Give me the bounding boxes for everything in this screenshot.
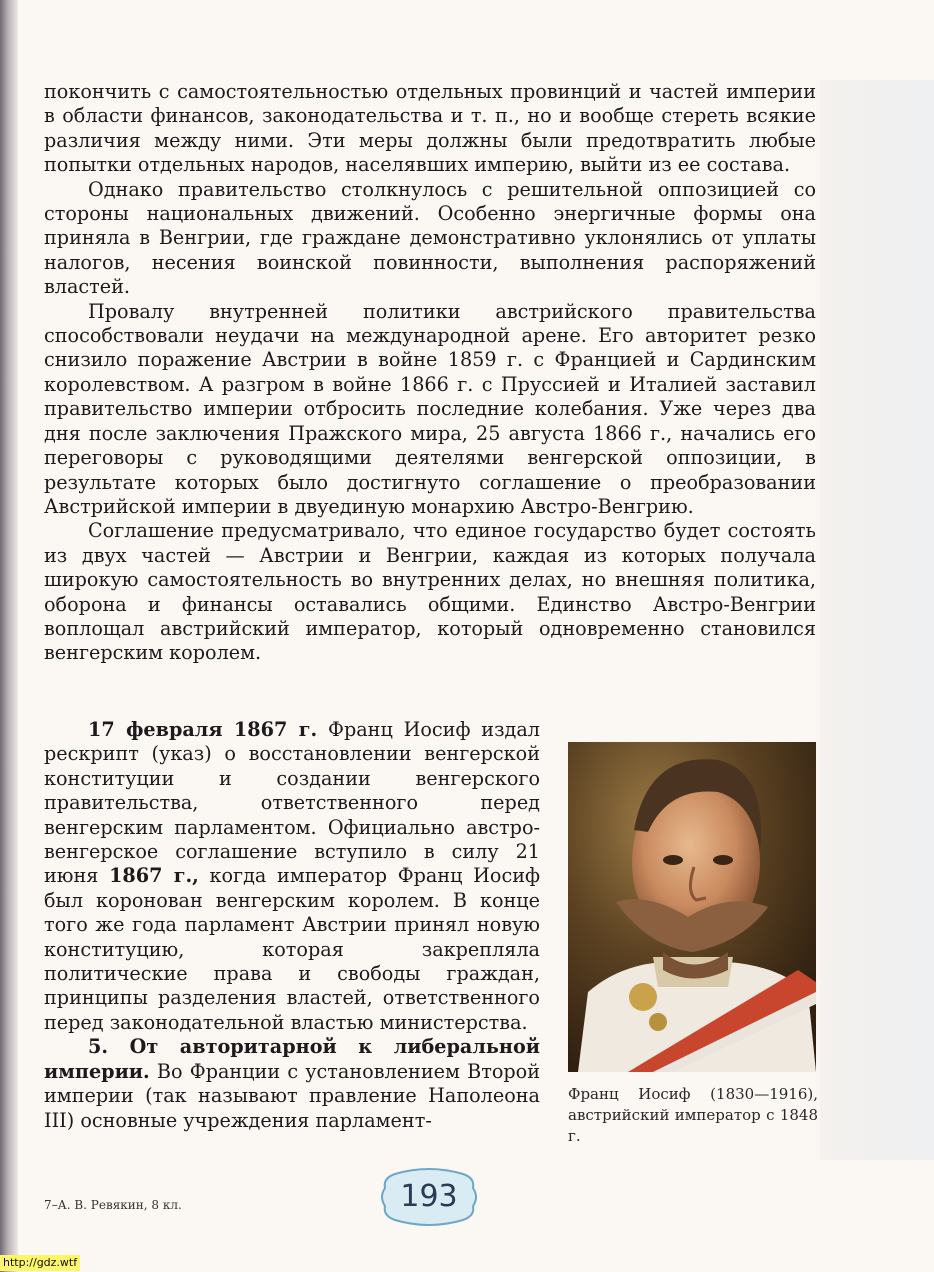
paragraph-constitution xyxy=(44,718,540,1035)
section-heading: 5. От авторитарной к либеральной империи. xyxy=(44,1035,540,1083)
portrait-image xyxy=(568,742,816,1072)
paragraph: Однако правительство столкнулось с решительной оппозицией со стороны национальных движений. Особенно энергичные формы она приняла в Венгрии, где граждане демонстративно уклонялись от уплаты налогов, несения воинской повинности, выполнения распоряжений властей. xyxy=(44,177,816,299)
section-paragraph xyxy=(44,1035,540,1133)
main-text xyxy=(44,80,816,666)
paragraph: покончить с самостоятельностью отдельных провинций и частей империи в области финансов, законодательства и т. п., но и вообще стереть всякие различия между ними. Эти меры должны были предотвратить любые попытки отдельных народов, населявших империю, выйти из ее состава. xyxy=(44,80,816,177)
watermark-link[interactable]: http://gdz.wtf xyxy=(0,1255,80,1271)
section-text: Во Франции с установлением Второй империи (так называют правление Наполеона III) основные учреждения парламент- xyxy=(44,1059,540,1132)
footer-signature: 7–А. В. Ревякин, 8 кл. xyxy=(44,1198,182,1212)
page-number: 193 xyxy=(400,1179,458,1214)
page-binding-edge xyxy=(0,0,18,1272)
date-bold: 17 февраля 1867 г. xyxy=(88,718,318,741)
paragraph: Соглашение предусматривало, что единое государство будет состоять из двух частей — Австрии и Венгрии, каждая из которых получала широкую самостоятельность во внутренних делах, но внешняя политика, оборона и финансы оставались общими. Единство Австро-Венгрии воплощал австрийский император, который одновременно становился венгерским королем. xyxy=(44,519,816,665)
date-bold: 1867 г., xyxy=(109,864,199,888)
paragraph-text: Франц Иосиф издал рескрипт (указ) о восстановлении венгерской конституции и создании венгерского правительства, ответственного перед венгерским парламентом. Официально австро-венгерское соглашение вступило в силу 21 июня xyxy=(44,718,540,888)
portrait-illustration xyxy=(568,742,816,1072)
paragraph-text: когда император Франц Иосиф был коронован венгерским королем. В конце того же года парламент Австрии принял новую конституцию, которая закрепляла политические права и свободы граждан, принципы разделения властей, ответственного перед законодательной властью министерства. xyxy=(44,864,541,1034)
figure-caption: Франц Иосиф (1830—1916), австрийский император с 1848 г. xyxy=(568,1085,818,1145)
wrapped-text xyxy=(44,718,540,1133)
paragraph: Провалу внутренней политики австрийского правительства способствовали неудачи на международной арене. Его авторитет резко снизило поражение Австрии в войне 1859 г. с Францией и Сардинским королевством. А разгром в войне 1866 г. с Пруссией и Италией заставил правительство империи отбросить последние колебания. Уже через два дня после заключения Пражского мира, 25 августа 1866 г., начались его переговоры с руководящими деятелями венгерской оппозиции, в результате которых было достигнуто соглашение о преобразовании Австрийской империи в двуединую монархию Австро-Венгрию. xyxy=(44,299,816,518)
next-page-edge xyxy=(820,80,934,1160)
